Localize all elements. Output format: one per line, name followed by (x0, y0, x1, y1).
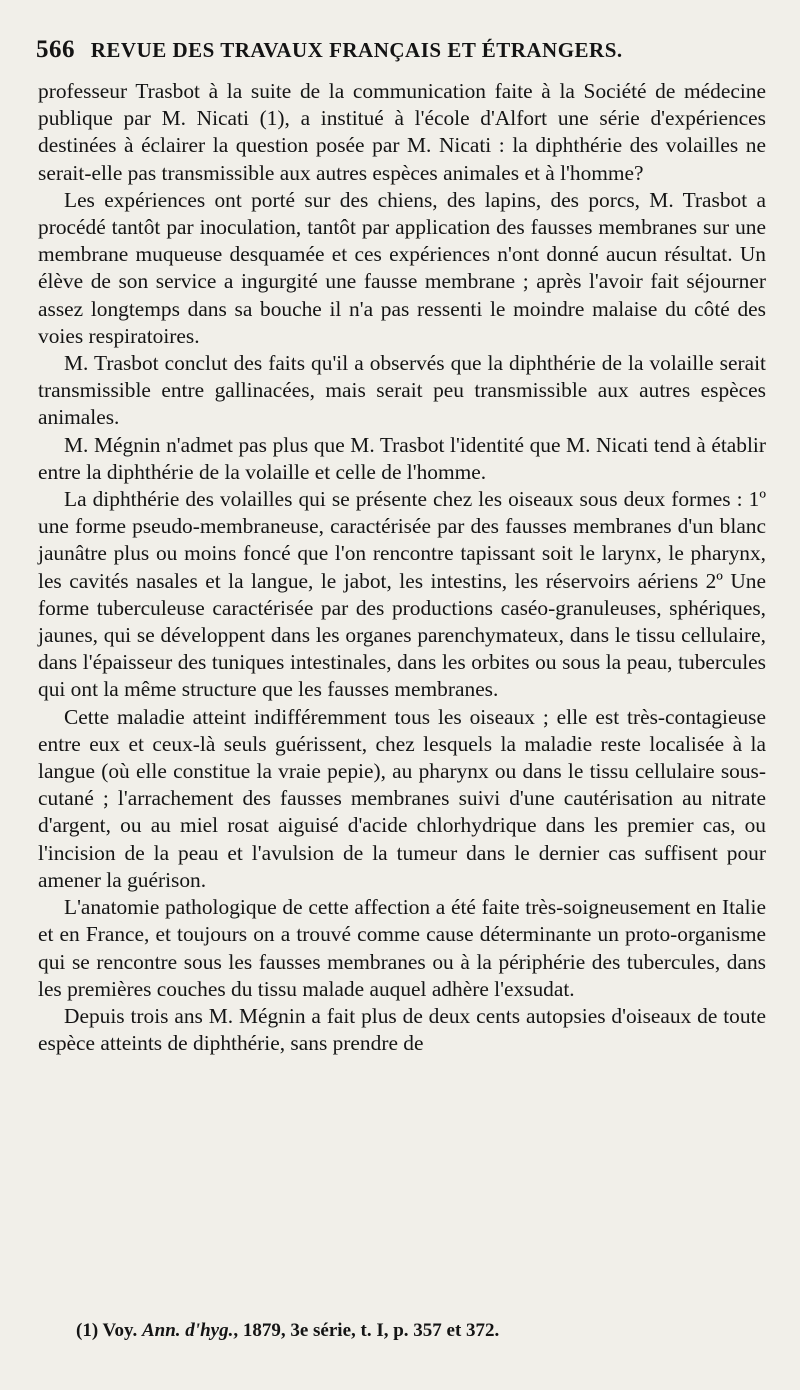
paragraph: Depuis trois ans M. Mégnin a fait plus de deux cents autopsies d'oiseaux de toute espèce atteints de diphthérie, sans prendre de (38, 1003, 766, 1056)
paragraph: M. Trasbot conclut des faits qu'il a observés que la diphthérie de la volaille serait transmissible entre gallinacées, mais serait peu transmissible aux autres espèces animales. (38, 351, 766, 430)
body-text (38, 78, 766, 1057)
running-title: REVUE DES TRAVAUX FRANÇAIS ET ÉTRANGERS. (90, 38, 623, 62)
paragraph: L'anatomie pathologique de cette affection a été faite très-soigneusement en Italie et en France, et toujours on a trouvé comme cause déterminante un proto-organisme qui se rencontre sous les fausses membranes ou à la périphérie des tubercules, dans les premières couches du tissu malade auquel adhère l'exsudat. (38, 895, 766, 1001)
paragraph: Cette maladie atteint indifféremment tous les oiseaux ; elle est très-contagieuse entre eux et ceux-là seuls guérissent, chez lesquels la maladie reste localisée à la langue (où elle constitue la vraie pepie), au pharynx ou dans le tissu cellulaire sous-cutané ; l'arrachement des fausses membranes suivi d'une cautérisation au nitrate d'argent, ou au miel rosat aiguisé d'acide chlorhydrique dans les premier cas, ou l'incision de la peau et l'avulsion de la tumeur dans le dernier cas suffisent pour amener la guérison. (38, 704, 766, 892)
page-number: 566 (36, 36, 75, 63)
paragraph: La diphthérie des volailles qui se présente chez les oiseaux sous deux formes : 1º une forme pseudo-membraneuse, caractérisée par des fausses membranes d'un blanc jaunâtre plus ou moins foncé que l'on rencontre tapissant soit le larynx, le pharynx, les cavités nasales et la langue, le jabot, les intestins, les réservoirs aériens 2º Une forme tuberculeuse caractérisée par des productions caséo-granuleuses, sphériques, jaunes, qui se développent dans les organes parenchymateux, dans le tissu cellulaire, dans l'épaisseur des tuniques intestinales, dans les orbites ou sous la peau, tubercules qui ont la même structure que les fausses membranes. (38, 487, 766, 702)
paragraph: M. Mégnin n'admet pas plus que M. Trasbot l'identité que M. Nicati tend à établir entre la diphthérie de la volaille et celle de l'homme. (38, 432, 766, 484)
paragraph: Les expériences ont porté sur des chiens, des lapins, des porcs, M. Trasbot a procédé tantôt par inoculation, tantôt par application des fausses membranes sur une membrane muqueuse desquamée et ces expériences n'ont donné aucun résultat. Un élève de son service a ingurgité une fausse membrane ; après l'avoir fait séjourner assez longtemps dans sa bouche il n'a pas ressenti le moindre malaise du côté des voies respiratoires. (38, 187, 766, 348)
footnote-source: Ann. d'hyg. (142, 1320, 234, 1341)
running-header (36, 36, 776, 76)
footnote-details: , 1879, 3e série, t. I, p. 357 et 372. (233, 1320, 500, 1341)
footnote (76, 1320, 776, 1342)
paragraph: professeur Trasbot à la suite de la communication faite à la Société de médecine publique par M. Nicati (1), a institué à l'école d'Alfort une série d'expériences destinées à éclairer la question posée par M. Nicati : la diphthérie des volailles ne serait-elle pas transmissible aux autres espèces animales et à l'homme? (38, 79, 766, 185)
footnote-mark: (1) Voy. (76, 1320, 138, 1341)
